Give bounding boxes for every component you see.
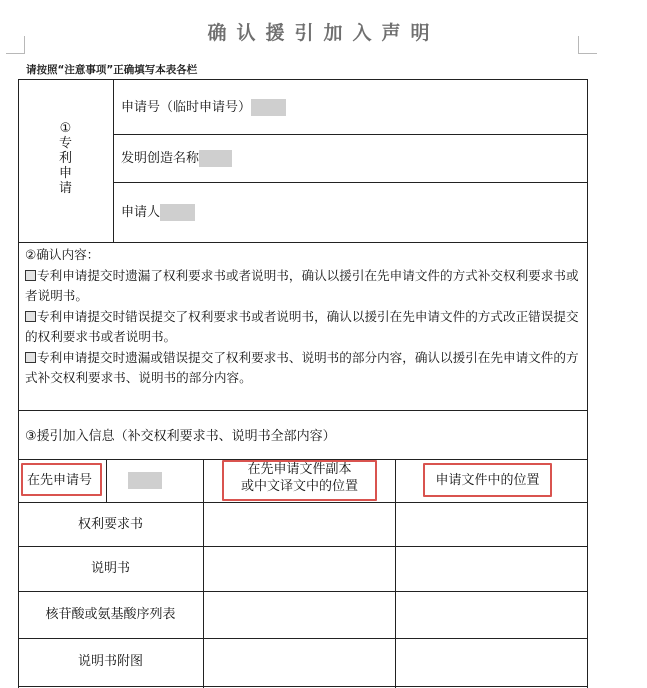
sequence-app-position-cell[interactable] — [396, 592, 587, 638]
sequence-prior-position-cell[interactable] — [204, 592, 395, 638]
description-app-position-cell[interactable] — [396, 547, 587, 591]
row-label-description: 说明书 — [90, 561, 130, 576]
row-label-claims: 权利要求书 — [77, 517, 143, 532]
confirmation-option[interactable]: 专利申请提交时遗漏或错误提交了权利要求书、说明书的部分内容，确认以援引在先申请文件的方式补交权利要求书、说明书的部分内容。 — [25, 349, 579, 385]
row-label-sequence-listing: 核苷酸或氨基酸序列表 — [45, 607, 176, 622]
application-number-label: 申请号（临时申请号） — [121, 100, 252, 115]
prior-application-number-label: 在先申请号 — [27, 473, 93, 488]
confirmation-heading: ②确认内容： — [25, 247, 100, 262]
invention-name-field[interactable] — [121, 150, 232, 167]
instruction-text: 请按照“注意事项”正确填写本表各栏 — [26, 64, 198, 76]
confirmation-option[interactable]: 专利申请提交时错误提交了权利要求书或者说明书，确认以援引在先申请文件的方式改正错误提交的权利要求书或者说明书。 — [25, 308, 579, 344]
claims-app-position-cell[interactable] — [396, 503, 587, 546]
description-prior-position-cell[interactable] — [204, 547, 395, 591]
drawings-prior-position-cell[interactable] — [204, 639, 395, 686]
row-label-drawings: 说明书附图 — [77, 654, 143, 669]
incorporation-info-heading: ③援引加入信息（补交权利要求书、说明书全部内容） — [25, 429, 336, 444]
claims-prior-position-cell[interactable] — [204, 503, 395, 546]
document-title: 确认援引加入声明 — [207, 22, 440, 44]
application-position-label: 申请文件中的位置 — [435, 473, 540, 488]
confirmation-option[interactable]: 专利申请提交时遗漏了权利要求书或者说明书，确认以援引在先申请文件的方式补交权利要求书或者说明书。 — [25, 267, 579, 303]
checkbox[interactable] — [25, 352, 36, 363]
patent-application-label: ① 专 利 申 请 — [58, 121, 72, 196]
application-number-field[interactable] — [121, 99, 286, 116]
confirmation-section — [25, 245, 585, 389]
checkbox[interactable] — [25, 311, 36, 322]
redacted-value — [251, 99, 286, 116]
prior-copy-position-label: 在先申请文件副本 或中文译文中的位置 — [240, 462, 358, 494]
checkbox[interactable] — [25, 270, 36, 281]
page-corner-mark — [6, 53, 24, 54]
invention-name-label: 发明创造名称 — [121, 151, 200, 166]
drawings-app-position-cell[interactable] — [396, 639, 587, 686]
redacted-value — [160, 204, 195, 221]
applicant-field[interactable] — [121, 204, 195, 221]
redacted-value — [199, 150, 232, 167]
applicant-label: 申请人 — [121, 205, 161, 220]
page-corner-mark — [579, 53, 597, 54]
redacted-value — [128, 472, 162, 489]
